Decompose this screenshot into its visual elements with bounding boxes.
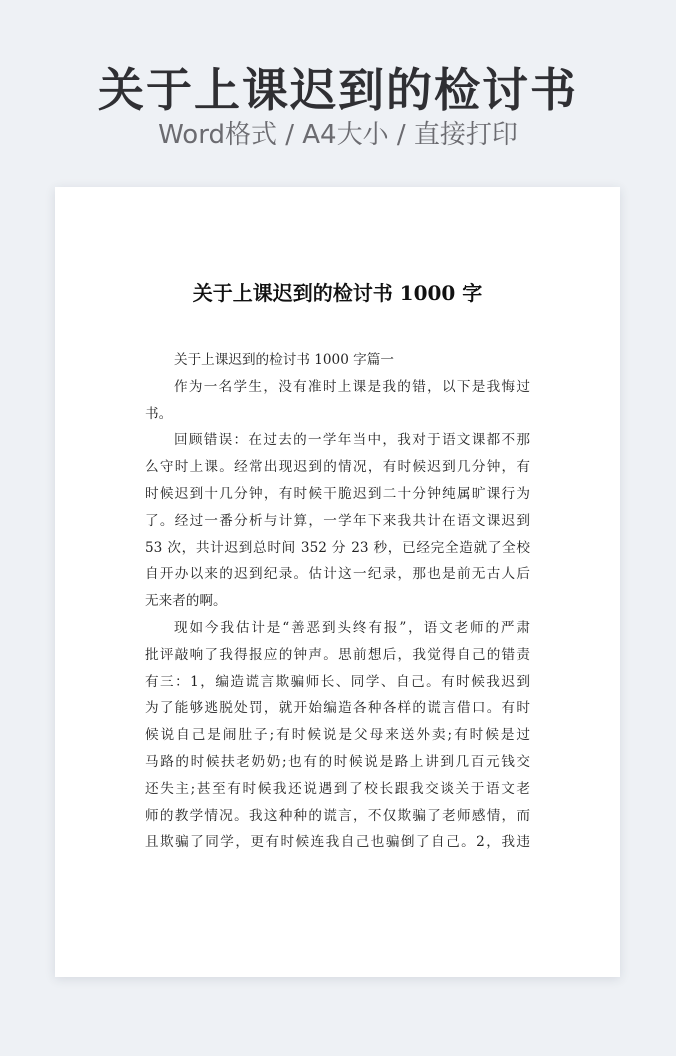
text-line: 有三：1，编造谎言欺骗师长、同学、自己。有时候我迟到 bbox=[145, 673, 530, 690]
document-page bbox=[55, 187, 620, 977]
text-line: 书。 bbox=[145, 405, 173, 422]
document-body bbox=[145, 347, 530, 856]
text-line: 了。经过一番分析与计算，一学年下来我共计在语文课迟到 bbox=[145, 512, 530, 529]
text-line: 且欺骗了同学，更有时候连我自己也骗倒了自己。2，我违 bbox=[145, 834, 530, 851]
text-line: 候说自己是闹肚子;有时候说是父母来送外卖;有时候是过 bbox=[145, 727, 530, 744]
text-line: 时候迟到十几分钟，有时候干脆迟到二十分钟纯属旷课行为 bbox=[145, 485, 530, 502]
banner-subtitle: Word格式 / A4大小 / 直接打印 bbox=[158, 120, 518, 150]
text-line: 还失主;甚至有时候我还说遇到了校长跟我交谈关于语文老 bbox=[145, 780, 530, 797]
text-line: 师的教学情况。我这种种的谎言，不仅欺骗了老师感情，而 bbox=[145, 807, 530, 824]
text-line: 么守时上课。经常出现迟到的情况，有时候迟到几分钟，有 bbox=[145, 459, 530, 476]
text-line: 无来者的啊。 bbox=[145, 593, 227, 610]
document-title: 关于上课迟到的检讨书 1000 字 bbox=[192, 281, 483, 305]
text-line: 马路的时候扶老奶奶;也有的时候说是路上讲到几百元钱交 bbox=[145, 753, 530, 770]
text-line: 回顾错误：在过去的一学年当中，我对于语文课都不那 bbox=[174, 432, 530, 449]
text-line: 自开办以来的迟到纪录。估计这一纪录，那也是前无古人后 bbox=[145, 566, 530, 583]
text-line: 53 次，共计迟到总时间 352 分 23 秒，已经完全造就了全校 bbox=[145, 539, 530, 556]
section-heading: 关于上课迟到的检讨书 1000 字篇一 bbox=[174, 352, 394, 368]
banner-title: 关于上课迟到的检讨书 bbox=[98, 63, 578, 117]
text-line: 批评敲响了我得报应的钟声。思前想后，我觉得自己的错责 bbox=[145, 646, 530, 663]
text-line: 现如今我估计是“善恶到头终有报”，语文老师的严肃 bbox=[174, 619, 530, 636]
text-line: 作为一名学生，没有准时上课是我的错，以下是我悔过 bbox=[174, 378, 530, 395]
text-line: 为了能够逃脱处罚，就开始编造各种各样的谎言借口。有时 bbox=[145, 700, 530, 717]
